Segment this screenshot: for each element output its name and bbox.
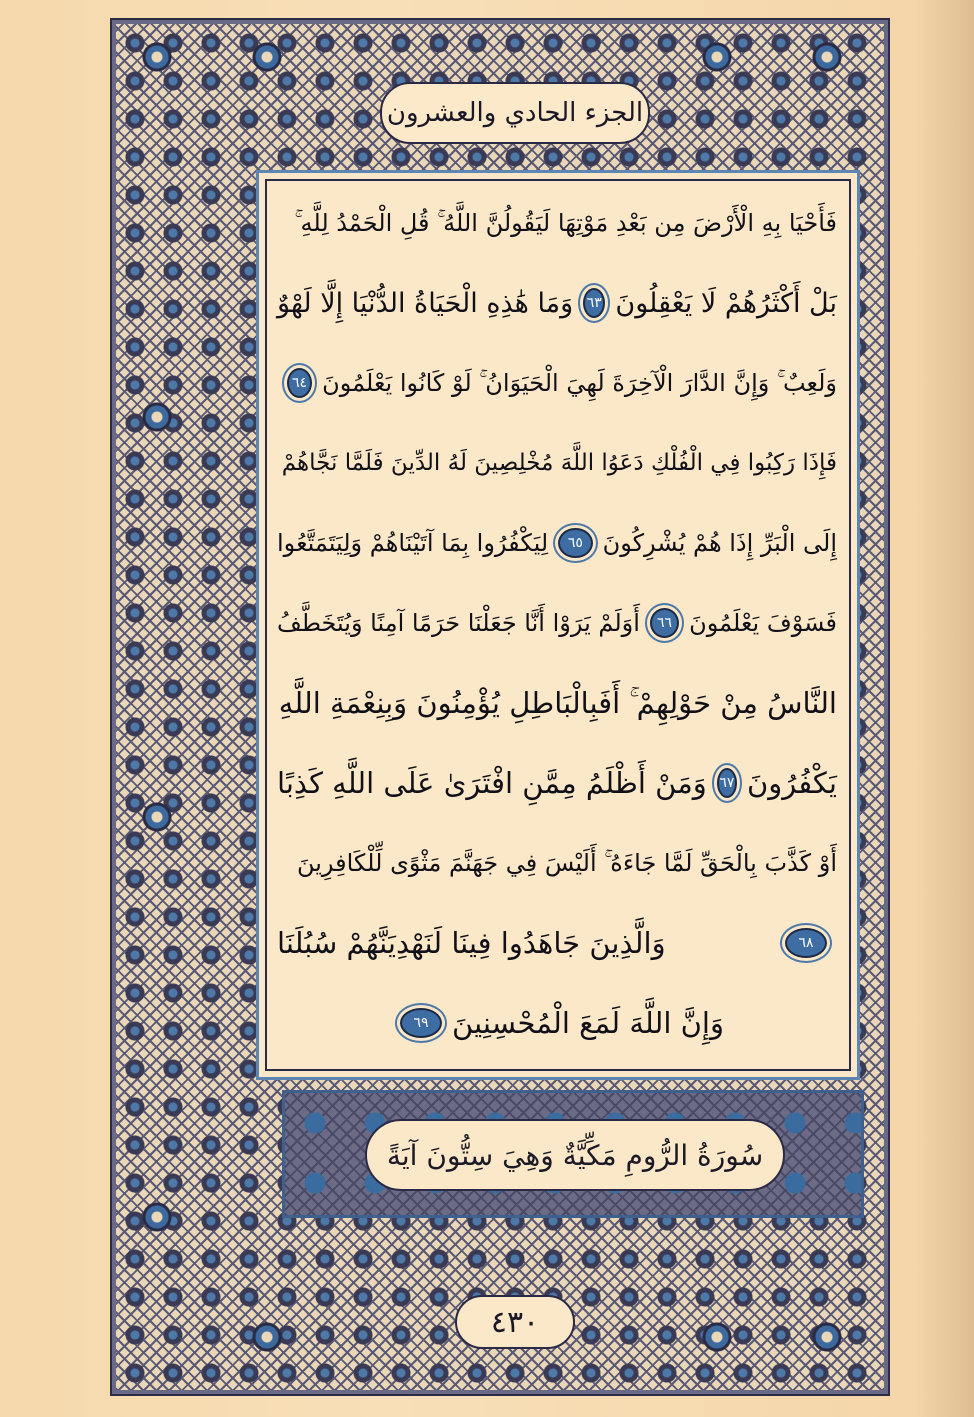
verse-text: فَإِذَا رَكِبُوا فِي الْفُلْكِ دَعَوُا اللَّهَ مُخْلِصِينَ لَهُ الدِّينَ فَلَمَّا نَجَّاهُمْ <box>281 450 837 476</box>
flower-medallion-icon <box>140 800 174 834</box>
verse-text: وَمَنْ أَظْلَمُ مِمَّنِ افْتَرَىٰ عَلَى اللَّهِ كَذِبًا <box>277 766 707 800</box>
verse-lines <box>277 183 837 1063</box>
verse-text: أَوَلَمْ يَرَوْا أَنَّا جَعَلْنَا حَرَمًا آمِنًا وَيُتَخَطَّفُ <box>277 609 640 637</box>
ayah-number-marker: ٦٨ <box>785 928 827 958</box>
verse-text: بَلْ أَكْثَرُهُمْ لَا يَعْقِلُونَ <box>615 287 837 319</box>
page-number: ٤٣٠ <box>490 1304 540 1340</box>
verse-text: لِيَكْفُرُوا بِمَا آتَيْنَاهُمْ وَلِيَتَمَتَّعُوا <box>277 529 549 557</box>
flower-medallion-icon <box>700 1320 734 1354</box>
flower-medallion-icon <box>140 40 174 74</box>
flower-medallion-icon <box>810 1320 844 1354</box>
verse-line <box>277 423 837 503</box>
ayah-number-marker: ٦٥ <box>558 528 592 558</box>
verse-text: فَسَوْفَ يَعْلَمُونَ <box>689 609 837 637</box>
verse-line <box>277 583 837 663</box>
surah-title: سُورَةُ الرُّومِ مَكِّيَّةٌ وَهِيَ سِتُّونَ آيَةً <box>386 1138 764 1172</box>
verse-line <box>277 823 837 903</box>
flower-medallion-icon <box>810 40 844 74</box>
page-number-cartouche <box>455 1295 575 1349</box>
surah-header-panel <box>282 1090 864 1218</box>
surah-title-cartouche <box>365 1119 785 1191</box>
verse-line <box>277 503 837 583</box>
verse-line <box>277 263 837 343</box>
verse-line <box>277 663 837 743</box>
verse-text: فَأَحْيَا بِهِ الْأَرْضَ مِن بَعْدِ مَوْتِهَا لَيَقُولُنَّ اللَّهُ ۚ قُلِ الْحَمْدُ لِلَّهِ ۚ <box>294 209 837 237</box>
flower-medallion-icon <box>250 1320 284 1354</box>
ayah-number-marker: ٦٤ <box>287 368 312 398</box>
verse-line <box>277 903 837 983</box>
verse-text: يَكْفُرُونَ <box>746 766 837 800</box>
ayah-number-marker: ٦٧ <box>717 768 737 798</box>
ayah-number-marker: ٦٩ <box>400 1008 442 1038</box>
ayah-number-marker: ٦٦ <box>650 608 679 638</box>
verse-line <box>277 743 837 823</box>
verse-line <box>277 343 837 423</box>
page-spine-shadow <box>914 0 974 1417</box>
verse-text: وَالَّذِينَ جَاهَدُوا فِينَا لَنَهْدِيَنَّهُمْ سُبُلَنَا <box>277 926 666 960</box>
flower-medallion-icon <box>140 1200 174 1234</box>
verse-text: وَلَعِبٌ ۚ وَإِنَّ الدَّارَ الْآخِرَةَ لَهِيَ الْحَيَوَانُ ۚ لَوْ كَانُوا يَعْلَمُونَ <box>322 369 837 397</box>
juz-header-cartouche <box>380 82 650 144</box>
verse-line <box>277 183 837 263</box>
verse-line <box>277 983 837 1063</box>
flower-medallion-icon <box>140 400 174 434</box>
verse-text: النَّاسُ مِنْ حَوْلِهِمْ ۚ أَفَبِالْبَاطِلِ يُؤْمِنُونَ وَبِنِعْمَةِ اللَّهِ <box>278 685 837 720</box>
verse-text: وَإِنَّ اللَّهَ لَمَعَ الْمُحْسِنِينَ <box>452 1006 724 1040</box>
verse-text: إِلَى الْبَرِّ إِذَا هُمْ يُشْرِكُونَ <box>602 529 837 557</box>
juz-title: الجزء الحادي والعشرون <box>386 98 644 128</box>
ayah-number-marker: ٦٣ <box>583 288 605 318</box>
verse-text-panel <box>256 170 860 1080</box>
verse-text: أَوْ كَذَّبَ بِالْحَقِّ لَمَّا جَاءَهُ ۚ أَلَيْسَ فِي جَهَنَّمَ مَثْوًى لِّلْكَافِرِينَ <box>296 849 837 877</box>
flower-medallion-icon <box>250 40 284 74</box>
flower-medallion-icon <box>700 40 734 74</box>
verse-text: وَمَا هَٰذِهِ الْحَيَاةُ الدُّنْيَا إِلَّا لَهْوٌ <box>277 287 574 319</box>
